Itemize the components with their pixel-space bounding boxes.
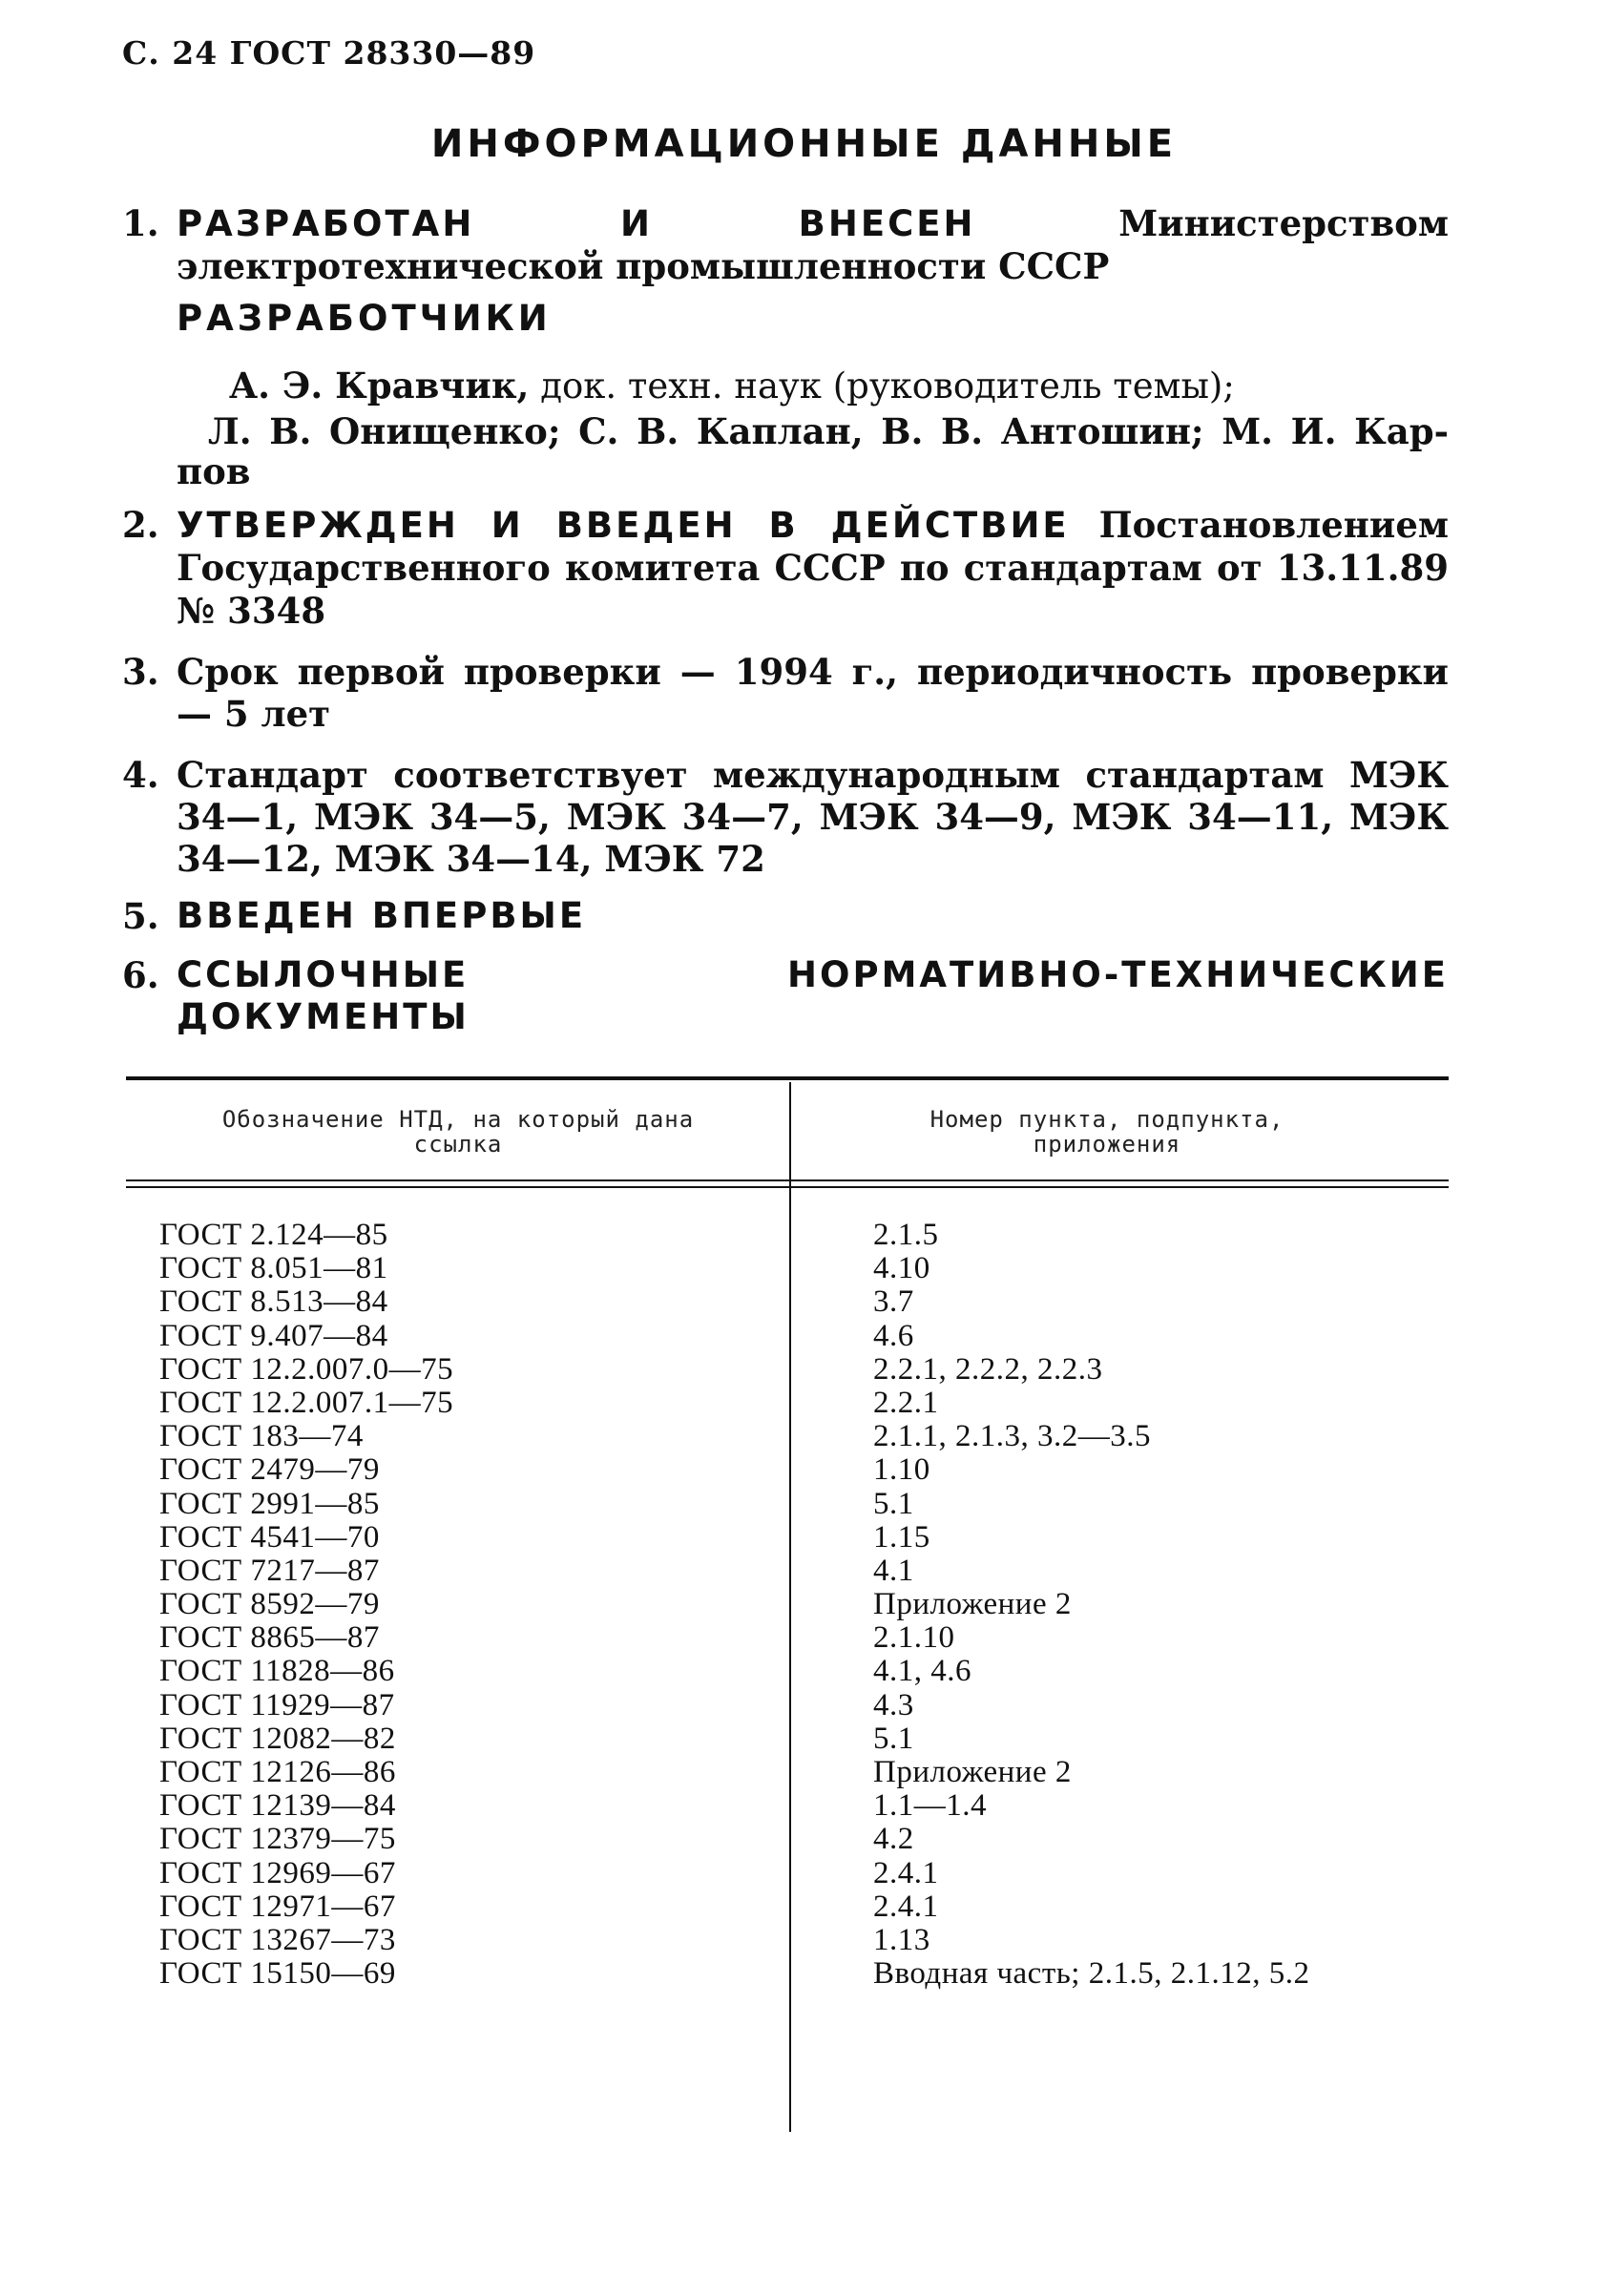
table-cell-clause: 2.2.1 (873, 1385, 939, 1420)
table-cell-document: ГОСТ 8592—79 (159, 1587, 380, 1622)
table-cell-clause: Вводная часть; 2.1.5, 2.1.12, 5.2 (873, 1956, 1310, 1992)
table-cell-document: ГОСТ 2991—85 (159, 1486, 380, 1521)
column-header-document: Обозначение НТД, на который дана ссылка (221, 1106, 695, 1158)
table-header-rule-2 (126, 1186, 1449, 1188)
table-cell-clause: 1.1—1.4 (873, 1788, 987, 1824)
item-number: 6. (122, 954, 159, 996)
developer-title: док. техн. наук (руководитель темы); (529, 365, 1235, 407)
item-number: 3. (122, 651, 159, 693)
item-lead: ВВЕДЕН ВПЕРВЫЕ (177, 895, 587, 936)
table-cell-clause: 2.4.1 (873, 1889, 939, 1924)
developers-heading: РАЗРАБОТЧИКИ (177, 298, 552, 339)
table-cell-clause: 4.1 (873, 1553, 914, 1588)
table-cell-document: ГОСТ 2.124—85 (159, 1218, 388, 1252)
developer-line-3: пов (177, 450, 251, 492)
table-cell-document: ГОСТ 15150—69 (159, 1956, 396, 1992)
table-cell-clause: 1.13 (873, 1922, 930, 1957)
table-cell-clause: 4.3 (873, 1687, 914, 1722)
document-column (159, 1219, 453, 1991)
item-number: 4. (122, 754, 159, 796)
table-cell-document: ГОСТ 12379—75 (159, 1822, 396, 1857)
page-title: ИНФОРМАЦИОННЫЕ ДАННЫЕ (430, 122, 1178, 166)
table-cell-clause: 4.6 (873, 1318, 914, 1353)
item-text: Стандарт соответствует международным стандартам МЭК 34—1, МЭК 34—5, МЭК 34—7, МЭК 34—9, МЭК 34—11, МЭК 34—12, МЭК 34—14, МЭК 72 (177, 754, 1449, 880)
table-cell-document: ГОСТ 12082—82 (159, 1721, 396, 1756)
info-item-3 (122, 651, 1449, 735)
table-cell-clause: 2.1.10 (873, 1620, 955, 1656)
table-cell-clause: 2.4.1 (873, 1855, 939, 1890)
table-cell-clause: 5.1 (873, 1486, 914, 1521)
item-number: 2. (122, 504, 159, 546)
table-cell-document: ГОСТ 4541—70 (159, 1519, 380, 1555)
table-cell-clause: Приложение 2 (873, 1587, 1072, 1622)
table-column-divider (789, 1082, 791, 2132)
info-item-5 (122, 895, 1449, 937)
info-item-2 (122, 504, 1449, 633)
table-cell-clause: 4.10 (873, 1251, 930, 1286)
table-cell-document: ГОСТ 183—74 (159, 1419, 364, 1454)
table-cell-document: ГОСТ 2479—79 (159, 1452, 380, 1488)
table-cell-document: ГОСТ 13267—73 (159, 1922, 396, 1957)
table-cell-clause: 3.7 (873, 1284, 914, 1320)
table-cell-document: ГОСТ 8.513—84 (159, 1284, 388, 1320)
table-cell-document: ГОСТ 8.051—81 (159, 1251, 388, 1286)
table-cell-clause: 2.1.1, 2.1.3, 3.2—3.5 (873, 1419, 1151, 1454)
column-header-clause: Номер пункта, подпункта, приложения (929, 1106, 1284, 1158)
item-lead: ССЫЛОЧНЫЕ НОРМАТИВНО-ТЕХНИЧЕСКИЕ ДОКУМЕНТЫ (177, 954, 1449, 1037)
table-cell-document: ГОСТ 12969—67 (159, 1855, 396, 1890)
table-cell-document: ГОСТ 12.2.007.1—75 (159, 1385, 454, 1420)
developer-line-1 (229, 365, 1235, 407)
table-cell-document: ГОСТ 12126—86 (159, 1755, 396, 1789)
table-header-rule-1 (126, 1179, 1449, 1181)
table-cell-document: ГОСТ 7217—87 (159, 1553, 380, 1588)
developer-lead-name: А. Э. Кравчик, (229, 365, 530, 407)
table-cell-clause: 2.2.1, 2.2.2, 2.2.3 (873, 1351, 1103, 1387)
table-cell-clause: 4.1, 4.6 (873, 1654, 971, 1689)
table-cell-document: ГОСТ 12139—84 (159, 1788, 396, 1824)
table-cell-clause: 1.15 (873, 1519, 930, 1555)
table-cell-clause: 2.1.5 (873, 1218, 939, 1252)
table-cell-document: ГОСТ 8865—87 (159, 1620, 380, 1656)
info-item-4 (122, 754, 1449, 880)
table-cell-document: ГОСТ 12971—67 (159, 1889, 396, 1924)
table-cell-document: ГОСТ 11929—87 (159, 1687, 395, 1722)
info-item-6 (122, 954, 1449, 1038)
item-text: Министерством электротехнической промышленности СССР (177, 202, 1449, 287)
item-text: Срок первой проверки — 1994 г., периодичность проверки — 5 лет (177, 651, 1449, 735)
item-text: Постановлением Государственного комитета СССР по стандартам от 13.11.89 № 3348 (177, 504, 1449, 632)
developer-line-2: Л. В. Онищенко; С. В. Каплан, В. В. Антошин; М. И. Кар- (208, 410, 1449, 452)
table-cell-clause: Приложение 2 (873, 1755, 1072, 1789)
table-cell-clause: 5.1 (873, 1721, 914, 1756)
table-top-rule (126, 1076, 1449, 1080)
clause-column (873, 1219, 1309, 1991)
table-cell-document: ГОСТ 12.2.007.0—75 (159, 1351, 454, 1387)
item-lead: УТВЕРЖДЕН И ВВЕДЕН В ДЕЙСТВИЕ (177, 505, 1070, 546)
table-cell-clause: 4.2 (873, 1822, 914, 1857)
item-lead: РАЗРАБОТАН И ВНЕСЕН (177, 203, 976, 244)
page-header: С. 24 ГОСТ 28330—89 (122, 34, 536, 72)
table-cell-document: ГОСТ 11828—86 (159, 1654, 395, 1689)
item-number: 1. (122, 202, 159, 244)
info-item-1 (122, 202, 1449, 288)
table-cell-clause: 1.10 (873, 1452, 930, 1488)
item-number: 5. (122, 895, 159, 937)
table-cell-document: ГОСТ 9.407—84 (159, 1318, 388, 1353)
